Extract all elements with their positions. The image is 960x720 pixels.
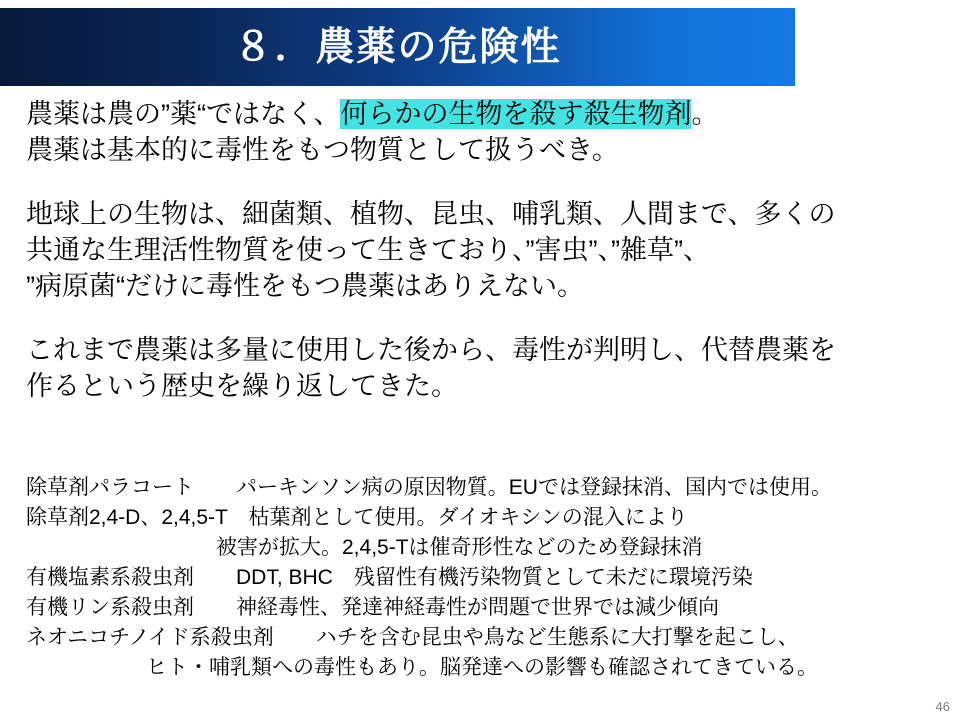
body-text-run: 。 [691,99,719,129]
detail-line: 有機リン系殺虫剤 神経毒性、発達神経毒性が問題で世界では減少傾向 [26,596,719,619]
detail-line: 有機塩素系殺虫剤 DDT, BHC 残留性有機汚染物質として未だに環境汚染 [26,566,753,589]
body-text-run: ”病原菌“だけに毒性をもつ農薬はありえない。 [26,271,584,301]
body-line [26,132,942,168]
body-text-run: 農薬は農の”薬“ではなく、 [26,99,341,129]
body-text-block [26,96,942,404]
body-line [26,268,942,304]
body-line [26,232,942,268]
detail-line: ヒト・哺乳類への毒性もあり。脳発達への影響も確認されてきている。 [146,656,818,679]
body-text-run: 共通な生理活性物質を使って生きており、”害虫”、”雑草”、 [26,235,710,265]
body-text-run: 農薬は基本的に毒性をもつ物質として扱うべき。 [26,135,619,165]
title-banner [0,8,795,86]
body-line [26,368,942,404]
paragraph-spacer [26,168,942,196]
body-line [26,196,942,232]
body-text-run: 地球上の生物は、細菌類、植物、昆虫、哺乳類、人間まで、多くの [26,199,836,229]
body-text-run: これまで農薬は多量に使用した後から、毒性が判明し、代替農薬を [26,335,836,365]
detail-text-block [26,473,956,683]
body-line [26,332,942,368]
body-line [26,96,942,132]
highlighted-text: 何らかの生物を殺す殺生物剤 [340,99,692,129]
paragraph-spacer [26,304,942,332]
page-number: 46 [935,699,950,714]
detail-line: 被害が拡大。2,4,5-Tは催奇形性などのため登録抹消 [216,536,703,559]
detail-line: ネオニコチノイド系殺虫剤 ハチを含む昆虫や鳥など生態系に大打撃を起こし、 [26,626,799,649]
detail-line: 除草剤パラコート パーキンソン病の原因物質。EUでは登録抹消、国内では使用。 [26,476,832,499]
body-text-run: 作るという歴史を繰り返してきた。 [26,371,458,401]
page-title: ８．農薬の危険性 [233,25,562,69]
detail-line: 除草剤2,4-D、2,4,5-T 枯葉剤として使用。ダイオキシンの混入により [26,506,688,529]
